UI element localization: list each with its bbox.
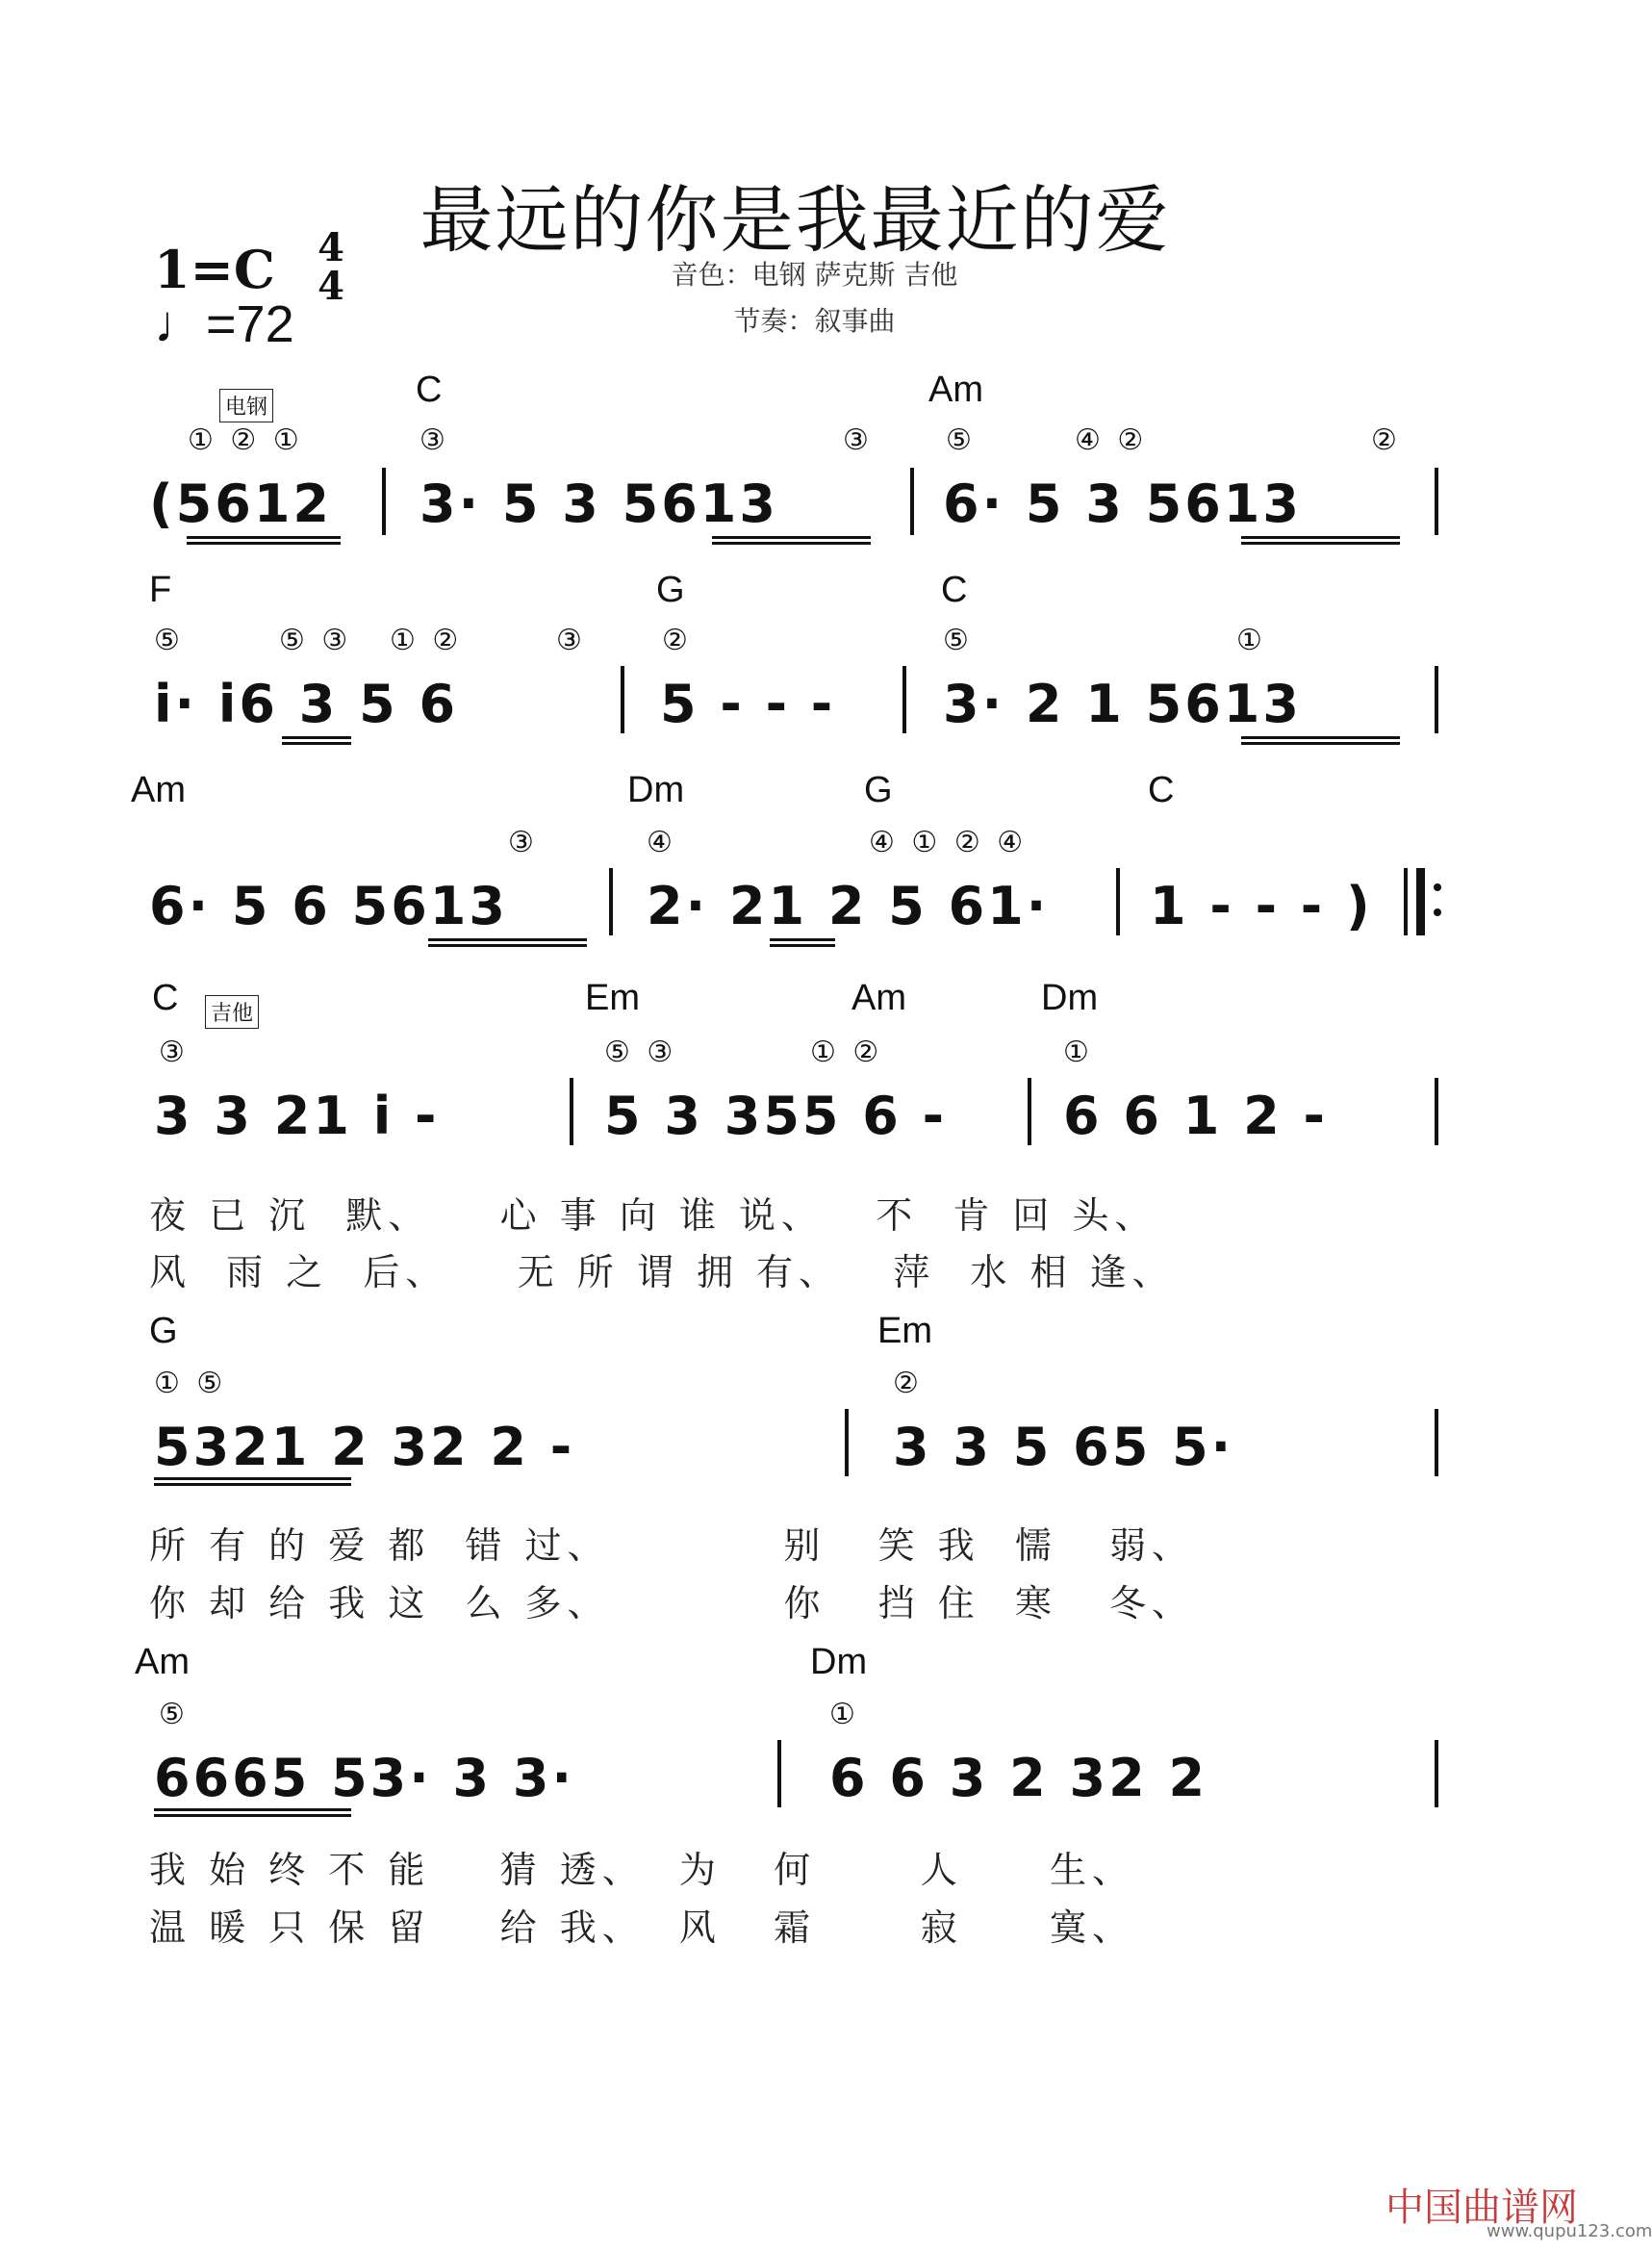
chord-label: C [941, 570, 968, 610]
barline [1435, 666, 1438, 733]
barline [609, 868, 613, 935]
barline [902, 666, 906, 733]
time-signature [310, 225, 352, 309]
chord-label: Am [851, 978, 906, 1018]
fingering: ① [829, 1698, 859, 1731]
chord-label: Em [877, 1311, 932, 1351]
measure-notes: 1 - - - ) [1150, 876, 1373, 936]
repeat-barline [1416, 868, 1425, 935]
fingering: ③ [556, 624, 586, 657]
fingering: ② [893, 1367, 923, 1400]
instrument-tag: 电钢 [219, 389, 273, 422]
chord-label: G [149, 1311, 178, 1351]
lyric-line-2: 你 却 给 我 这 么 多、 你 挡 住 寒 冬、 [149, 1582, 1195, 1624]
chord-label: G [864, 770, 893, 810]
fingering: ⑤ [946, 423, 976, 457]
barline [1435, 1740, 1438, 1807]
underline [187, 542, 341, 545]
lyric-line-1: 我 始 终 不 能 猜 透、 为 何 人 生、 [149, 1849, 1134, 1891]
underline [154, 1477, 351, 1480]
chord-label: Dm [810, 1642, 868, 1682]
fingering: ⑤ ③ [604, 1036, 677, 1069]
underline [1241, 542, 1400, 545]
barline [570, 1078, 573, 1145]
underline [187, 536, 341, 539]
measure-notes: 6· 5 6 5613 [149, 876, 508, 936]
underline [282, 742, 351, 745]
measure-notes: 6665 53· 3 3· [154, 1748, 575, 1808]
underline [282, 736, 351, 739]
underline [770, 938, 835, 941]
barline [777, 1740, 781, 1807]
fingering: ① [1236, 624, 1266, 657]
fingering: ① ⑤ [154, 1367, 227, 1400]
underline [428, 938, 587, 941]
site-logo: 中国曲谱网 [1385, 2186, 1578, 2230]
fingering: ① ② [390, 624, 463, 657]
fingering: ③ [419, 423, 449, 457]
underline [1241, 536, 1400, 539]
chord-label: C [152, 978, 179, 1018]
measure-notes: 6· 5 3 5613 [943, 473, 1302, 534]
fingering: ③ [843, 423, 873, 457]
fingering: ② [1371, 423, 1401, 457]
barline [1028, 1078, 1031, 1145]
fingering: ③ [159, 1036, 189, 1069]
instrument-tag: 吉他 [205, 995, 259, 1029]
barline [845, 1409, 849, 1476]
fingering: ④ [647, 826, 676, 859]
lyric-line-1: 夜 已 沉 默、 心 事 向 谁 说、 不 肯 回 头、 [149, 1194, 1157, 1237]
chord-label: G [656, 570, 685, 610]
barline [1404, 868, 1408, 935]
repeat-dot [1434, 883, 1441, 891]
fingering: ⑤ ③ [279, 624, 352, 657]
fingering: ⑤ [159, 1698, 189, 1731]
time-top: 4 [318, 225, 344, 270]
chord-label: Am [135, 1642, 190, 1682]
fingering: ⑤ [943, 624, 973, 657]
site-url: www.qupu123.com [1487, 2221, 1652, 2241]
underline [770, 944, 835, 947]
underline [1241, 742, 1400, 745]
fingering: ④ ① ② ④ [869, 826, 1028, 859]
barline [1435, 1409, 1438, 1476]
lyric-line-1: 所 有 的 爱 都 错 过、 别 笑 我 懦 弱、 [149, 1524, 1195, 1567]
measure-notes: 5321 2 32 2 - [154, 1417, 575, 1477]
measure-notes: 3· 5 3 5613 [419, 473, 778, 534]
lyric-line-2: 风 雨 之 后、 无 所 谓 拥 有、 萍 水 相 逢、 [149, 1251, 1175, 1293]
fingering: ⑤ [154, 624, 184, 657]
chord-label: C [1148, 770, 1175, 810]
chord-label: Am [131, 770, 186, 810]
underline [1241, 736, 1400, 739]
measure-notes: 3 3 21 i - [154, 1086, 440, 1146]
barline [1116, 868, 1120, 935]
chord-label: Dm [1041, 978, 1099, 1018]
fingering: ④ ② [1075, 423, 1148, 457]
tempo-mark: ♩=72 [154, 295, 294, 353]
fingering: ③ [508, 826, 538, 859]
chord-label: Em [585, 978, 640, 1018]
chord-label: Am [928, 370, 983, 410]
lyric-line-2: 温 暖 只 保 留 给 我、 风 霜 寂 寞、 [149, 1906, 1134, 1949]
chord-label: C [416, 370, 443, 410]
underline [154, 1814, 351, 1817]
underline [154, 1808, 351, 1811]
barline [910, 468, 914, 535]
measure-notes: 6 6 1 2 - [1063, 1086, 1328, 1146]
measure-notes: (5612 [149, 473, 332, 534]
fingering: ① ② ① [188, 423, 303, 457]
time-bottom: 4 [318, 264, 344, 309]
barline [621, 666, 624, 733]
underline [154, 1483, 351, 1486]
measure-notes: 3 3 5 65 5· [893, 1417, 1234, 1477]
measure-notes: i· i6 3 5 6 [154, 674, 459, 734]
fingering: ① ② [810, 1036, 883, 1069]
repeat-dot [1434, 908, 1441, 916]
underline [712, 536, 871, 539]
tone-info: 音色：电钢 萨克斯 吉他 [671, 259, 958, 291]
underline [712, 542, 871, 545]
rhythm-info: 节奏：叙事曲 [733, 305, 896, 337]
barline [1435, 468, 1438, 535]
measure-notes: 5 - - - [660, 674, 836, 734]
barline [1435, 1078, 1438, 1145]
chord-label: Dm [627, 770, 685, 810]
measure-notes: 5 3 355 6 - [604, 1086, 948, 1146]
chord-label: F [149, 570, 172, 610]
key-signature: 1=C [154, 239, 275, 300]
barline [382, 468, 386, 535]
song-title: 最远的你是我最近的爱 [419, 177, 1171, 263]
measure-notes: 2· 21 2 5 61· [647, 876, 1050, 936]
fingering: ① [1063, 1036, 1093, 1069]
fingering: ② [662, 624, 692, 657]
measure-notes: 3· 2 1 5613 [943, 674, 1302, 734]
underline [428, 944, 587, 947]
measure-notes: 6 6 3 2 32 2 [829, 1748, 1208, 1808]
